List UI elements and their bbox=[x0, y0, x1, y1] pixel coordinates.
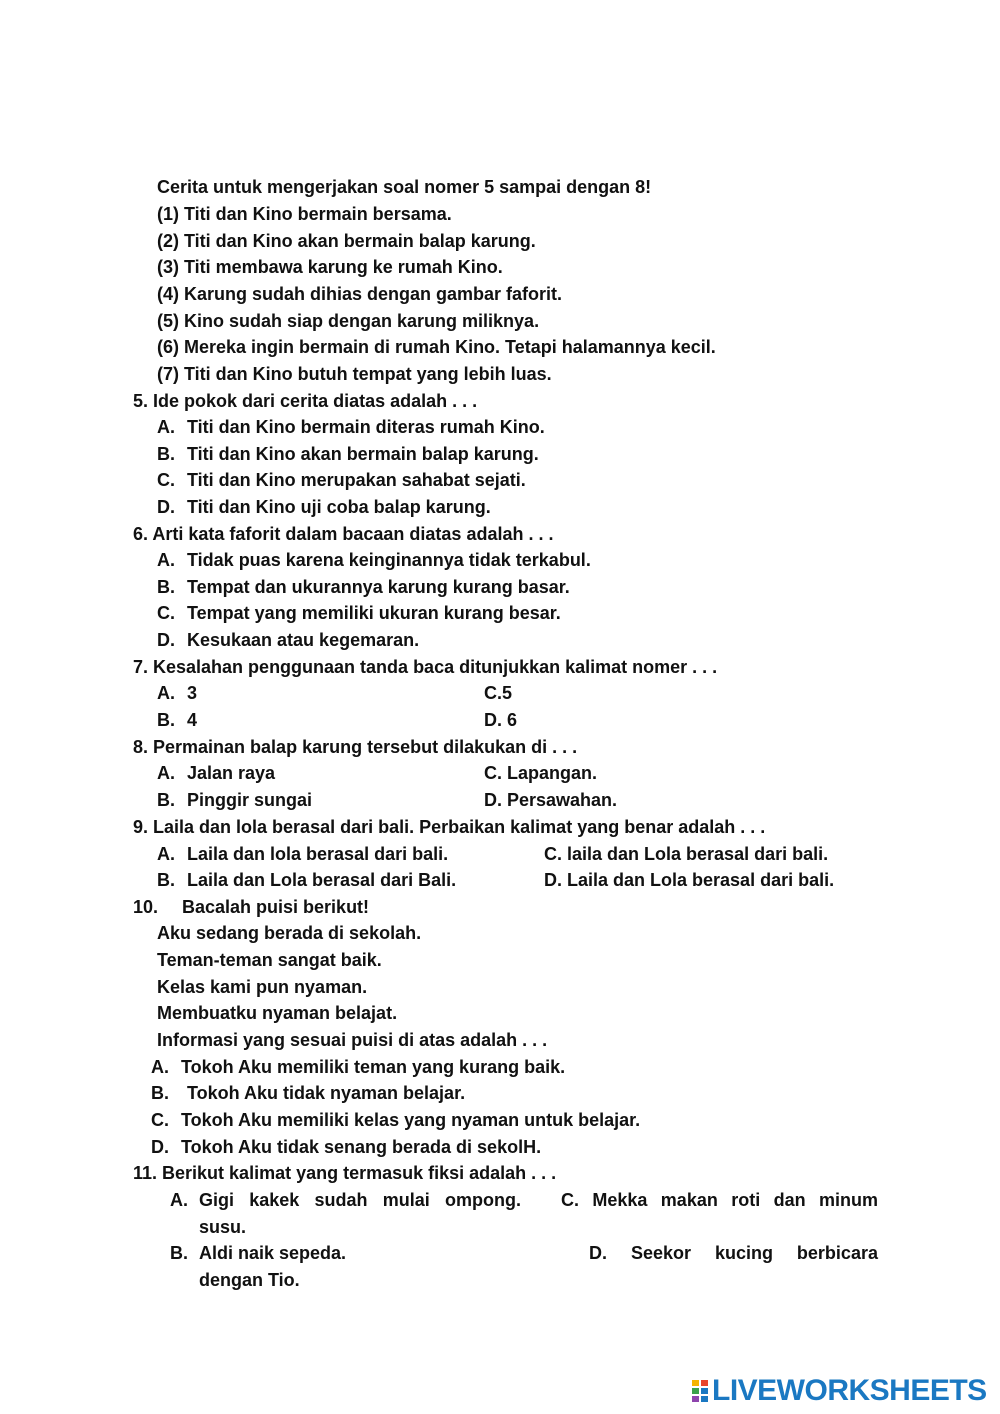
story-intro: Cerita untuk mengerjakan soal nomer 5 sampai dengan 8! bbox=[157, 177, 652, 197]
option-text: Tokoh Aku memiliki teman yang kurang baik. bbox=[181, 1057, 566, 1077]
option-letter: B. bbox=[157, 710, 175, 730]
option-text: Jalan raya bbox=[187, 763, 276, 783]
q9-option-a bbox=[157, 843, 449, 865]
option-letter: C. bbox=[151, 1110, 169, 1130]
word: minum bbox=[818, 1190, 878, 1210]
option-letter: B. bbox=[157, 577, 175, 597]
option-text: Titi dan Kino merupakan sahabat sejati. bbox=[187, 470, 526, 490]
word: C. bbox=[561, 1190, 579, 1210]
option-text: 4 bbox=[187, 710, 198, 730]
q6-option-d bbox=[157, 629, 420, 651]
option-text: Tempat yang memiliki ukuran kurang besar. bbox=[187, 603, 561, 623]
q11-option-d-continued: dengan Tio. bbox=[199, 1270, 300, 1290]
q11-option-c-continued: susu. bbox=[199, 1217, 247, 1237]
option-letter: C. bbox=[157, 603, 175, 623]
q5-option-c bbox=[157, 469, 526, 491]
question-10-number: 10. bbox=[133, 897, 159, 917]
q8-option-d: D. Persawahan. bbox=[484, 790, 618, 810]
word: kakek bbox=[249, 1190, 300, 1210]
question-8: 8. Permainan balap karung tersebut dilakukan di . . . bbox=[133, 737, 578, 757]
word: roti bbox=[731, 1190, 761, 1210]
liveworksheets-logo[interactable] bbox=[691, 1375, 987, 1407]
option-text: Tempat dan ukurannya karung kurang basar. bbox=[187, 577, 570, 597]
option-text: Tidak puas karena keinginannya tidak terkabul. bbox=[187, 550, 591, 570]
q9-option-c: C. laila dan Lola berasal dari bali. bbox=[544, 844, 829, 864]
option-letter: D. bbox=[157, 630, 175, 650]
q11-option-b-text: Aldi naik sepeda. bbox=[199, 1243, 347, 1263]
story-sentence: (2) Titi dan Kino akan bermain balap karung. bbox=[157, 231, 536, 251]
option-text: 3 bbox=[187, 683, 198, 703]
q7-option-b bbox=[157, 709, 198, 731]
option-text: Laila dan lola berasal dari bali. bbox=[187, 844, 449, 864]
liveworksheets-mark-icon bbox=[691, 1379, 709, 1403]
option-text: Titi dan Kino uji coba balap karung. bbox=[187, 497, 491, 517]
q11-option-a-letter: A. bbox=[170, 1190, 188, 1210]
word: Gigi bbox=[199, 1190, 234, 1210]
word: D. bbox=[589, 1243, 607, 1263]
word: dan bbox=[773, 1190, 806, 1210]
q6-option-c bbox=[157, 602, 561, 624]
q10-option-a bbox=[151, 1056, 566, 1078]
option-letter: A. bbox=[157, 683, 175, 703]
option-letter: A. bbox=[157, 417, 175, 437]
story-sentence: (3) Titi membawa karung ke rumah Kino. bbox=[157, 257, 503, 277]
story-sentence: (5) Kino sudah siap dengan karung miliknya. bbox=[157, 311, 540, 331]
question-5: 5. Ide pokok dari cerita diatas adalah . . . bbox=[133, 391, 478, 411]
option-text: Tokoh Aku memiliki kelas yang nyaman untuk belajar. bbox=[181, 1110, 641, 1130]
option-text: Kesukaan atau kegemaran. bbox=[187, 630, 420, 650]
option-text: Titi dan Kino bermain diteras rumah Kino. bbox=[187, 417, 545, 437]
question-10: Bacalah puisi berikut! bbox=[182, 897, 370, 917]
question-9: 9. Laila dan lola berasal dari bali. Perbaikan kalimat yang benar adalah . . . bbox=[133, 817, 766, 837]
poem-line: Aku sedang berada di sekolah. bbox=[157, 923, 422, 943]
option-letter: C. bbox=[157, 470, 175, 490]
option-letter: D. bbox=[157, 497, 175, 517]
q11-option-a-text bbox=[199, 1189, 521, 1211]
q7-option-d: D. 6 bbox=[484, 710, 518, 730]
q9-option-d: D. Laila dan Lola berasal dari bali. bbox=[544, 870, 835, 890]
option-letter: A. bbox=[157, 844, 175, 864]
question-7: 7. Kesalahan penggunaan tanda baca ditunjukkan kalimat nomer . . . bbox=[133, 657, 718, 677]
q11-option-b-letter: B. bbox=[170, 1243, 188, 1263]
poem-line: Kelas kami pun nyaman. bbox=[157, 977, 368, 997]
option-letter: B. bbox=[151, 1083, 169, 1103]
option-text: Tokoh Aku tidak senang berada di sekolH. bbox=[181, 1137, 542, 1157]
word: berbicara bbox=[796, 1243, 878, 1263]
q5-option-a bbox=[157, 416, 545, 438]
brand-name: LIVEWORKSHEETS bbox=[712, 1374, 987, 1407]
poem-line: Teman-teman sangat baik. bbox=[157, 950, 382, 970]
q10-option-d bbox=[151, 1136, 542, 1158]
word: ompong. bbox=[444, 1190, 521, 1210]
option-text: Titi dan Kino akan bermain balap karung. bbox=[187, 444, 539, 464]
word: Seekor bbox=[630, 1243, 691, 1263]
word: mulai bbox=[382, 1190, 430, 1210]
q8-option-a bbox=[157, 762, 276, 784]
q7-option-a bbox=[157, 682, 198, 704]
option-letter: A. bbox=[157, 550, 175, 570]
question-11: 11. Berikut kalimat yang termasuk fiksi adalah . . . bbox=[133, 1163, 557, 1183]
q11-option-c-text bbox=[561, 1189, 878, 1211]
q10-option-b bbox=[151, 1082, 466, 1104]
option-letter: A. bbox=[151, 1057, 169, 1077]
q6-option-a bbox=[157, 549, 591, 571]
option-text: Pinggir sungai bbox=[187, 790, 313, 810]
story-sentence: (6) Mereka ingin bermain di rumah Kino. Tetapi halamannya kecil. bbox=[157, 337, 716, 357]
q8-option-c: C. Lapangan. bbox=[484, 763, 598, 783]
q10-option-c bbox=[151, 1109, 641, 1131]
story-sentence: (4) Karung sudah dihias dengan gambar faforit. bbox=[157, 284, 563, 304]
option-text: Tokoh Aku tidak nyaman belajar. bbox=[187, 1083, 466, 1103]
story-sentence: (1) Titi dan Kino bermain bersama. bbox=[157, 204, 452, 224]
option-letter: A. bbox=[157, 763, 175, 783]
q10-prompt: Informasi yang sesuai puisi di atas adalah . . . bbox=[157, 1030, 548, 1050]
word: Mekka bbox=[592, 1190, 648, 1210]
q9-option-b bbox=[157, 869, 457, 891]
word: sudah bbox=[314, 1190, 368, 1210]
question-6: 6. Arti kata faforit dalam bacaan diatas adalah . . . bbox=[133, 524, 554, 544]
q5-option-b bbox=[157, 443, 539, 465]
word: kucing bbox=[714, 1243, 773, 1263]
option-letter: B. bbox=[157, 444, 175, 464]
poem-line: Membuatku nyaman belajat. bbox=[157, 1003, 398, 1023]
q8-option-b bbox=[157, 789, 313, 811]
story-sentence: (7) Titi dan Kino butuh tempat yang lebih luas. bbox=[157, 364, 552, 384]
q5-option-d bbox=[157, 496, 491, 518]
q7-option-c: C.5 bbox=[484, 683, 513, 703]
option-letter: B. bbox=[157, 790, 175, 810]
option-text: Laila dan Lola berasal dari Bali. bbox=[187, 870, 457, 890]
q6-option-b bbox=[157, 576, 570, 598]
q11-option-d-text bbox=[589, 1242, 878, 1264]
option-letter: B. bbox=[157, 870, 175, 890]
word: makan bbox=[660, 1190, 718, 1210]
option-letter: D. bbox=[151, 1137, 169, 1157]
